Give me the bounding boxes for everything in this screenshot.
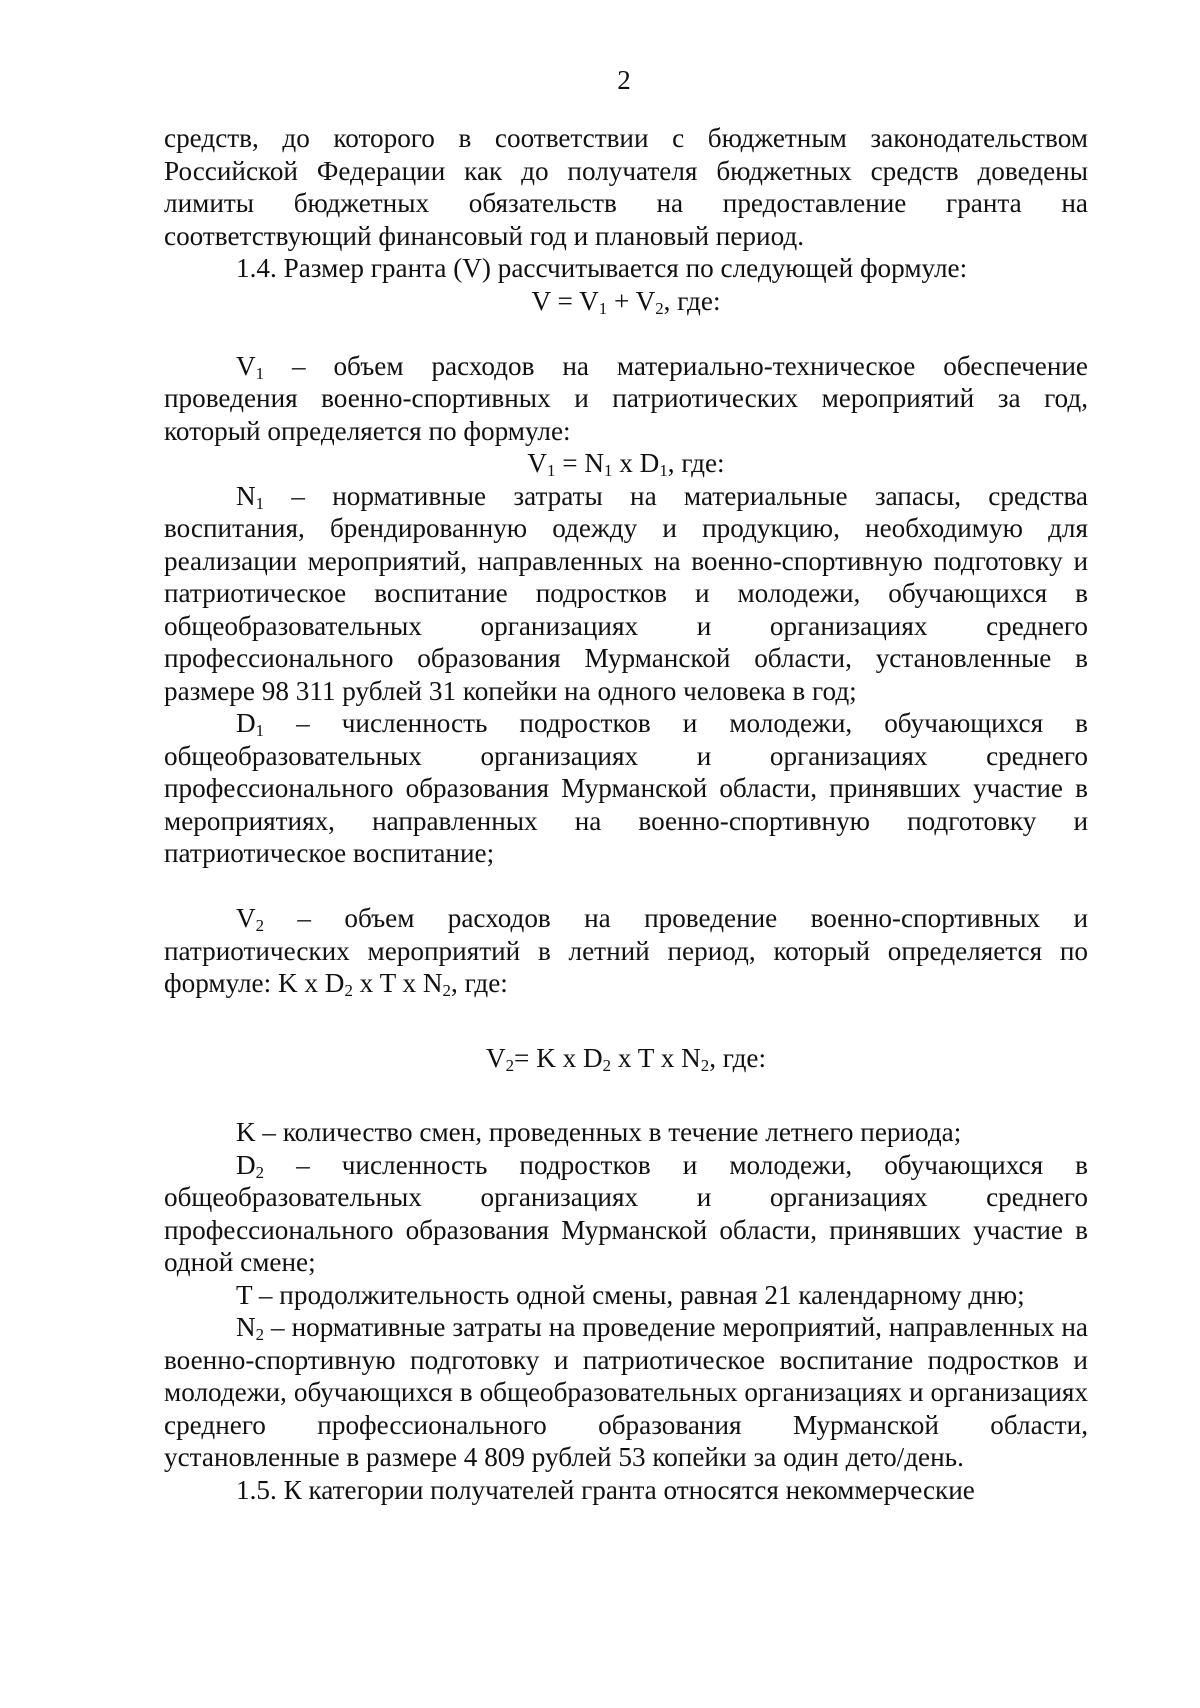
definition-d2: $D_2$ – численность подростков и молодежи, обучающихся в общеобразовательных организациях и организациях среднего профессионального образования Мурманской области, принявших участие в одной смене; <box>164 1149 1088 1277</box>
spacer <box>164 1000 1088 1042</box>
document-body <box>164 122 1088 1506</box>
definition-k: K – количество смен, проведенных в течение летнего периода; <box>236 1117 962 1147</box>
definition-d1: $D_1$ – численность подростков и молодежи, обучающихся в общеобразовательных организациях и организациях среднего профессионального образования Мурманской области, принявших участие в мероприятиях, направленных на военно-спортивную подготовку и патриотическое воспитание; <box>164 708 1088 868</box>
formula-v: $V = V_1 + V_2$, где: <box>531 285 721 318</box>
paragraph-1-4: 1.4. Размер гранта (V) рассчитывается по следующей формуле: <box>236 253 968 283</box>
definition-v1: $V_1$ – объем расходов на материально-техническое обеспечение проведения военно-спортивных и патриотических мероприятий за год, который определяется по формуле: <box>164 350 1088 446</box>
spacer <box>164 870 1088 903</box>
definition-n1: $N_1$ – нормативные затраты на материальные запасы, средства воспитания, брендированную одежду и продукцию, необходимую для реализации мероприятий, направленных на военно-спортивную подготовку и патриотическое воспитание подростков и молодежи, обучающихся в общеобразовательных организациях и организациях среднего профессионального образования Мурманской области, установленные в размере 98 311 рублей 31 копейки на одного человека в год; <box>164 480 1088 706</box>
spacer <box>164 317 1088 350</box>
definition-n2: $N_2$ – нормативные затраты на проведение мероприятий, направленных на военно-спортивную подготовку и патриотическое воспитание подростков и молодежи, обучающихся в общеобразовательных организациях и организациях среднего профессионального образования Мурманской области, установленные в размере 4 809 рублей 53 копейки за один дето/день. <box>164 1312 1088 1472</box>
page-number: 2 <box>617 65 631 95</box>
formula-v1: $V_1 = N_1$ x $D_1$, где: <box>527 448 725 481</box>
definition-t: T – продолжительность одной смены, равная 21 календарному дню; <box>236 1279 1025 1310</box>
paragraph-1-5: 1.5. К категории получателей гранта относятся некоммерческие <box>236 1474 975 1505</box>
formula-v2: $V_2= K$ x $D_2$ x T x $N_2$, где: <box>485 1042 767 1075</box>
spacer <box>164 1074 1088 1116</box>
definition-v2: $V_2$ – объем расходов на проведение военно-спортивных и патриотических мероприятий в летний период, который определяется по формуле: K x $D_2$ x T x $N_2$, где: <box>164 903 1088 1001</box>
paragraph-continuation: средств, до которого в соответствии с бюджетным законодательством Российской Федерации как до получателя бюджетных средств доведены лимиты бюджетных обязательств на предоставление гранта на соответствующий финансовый год и плановый период. <box>164 123 1088 251</box>
